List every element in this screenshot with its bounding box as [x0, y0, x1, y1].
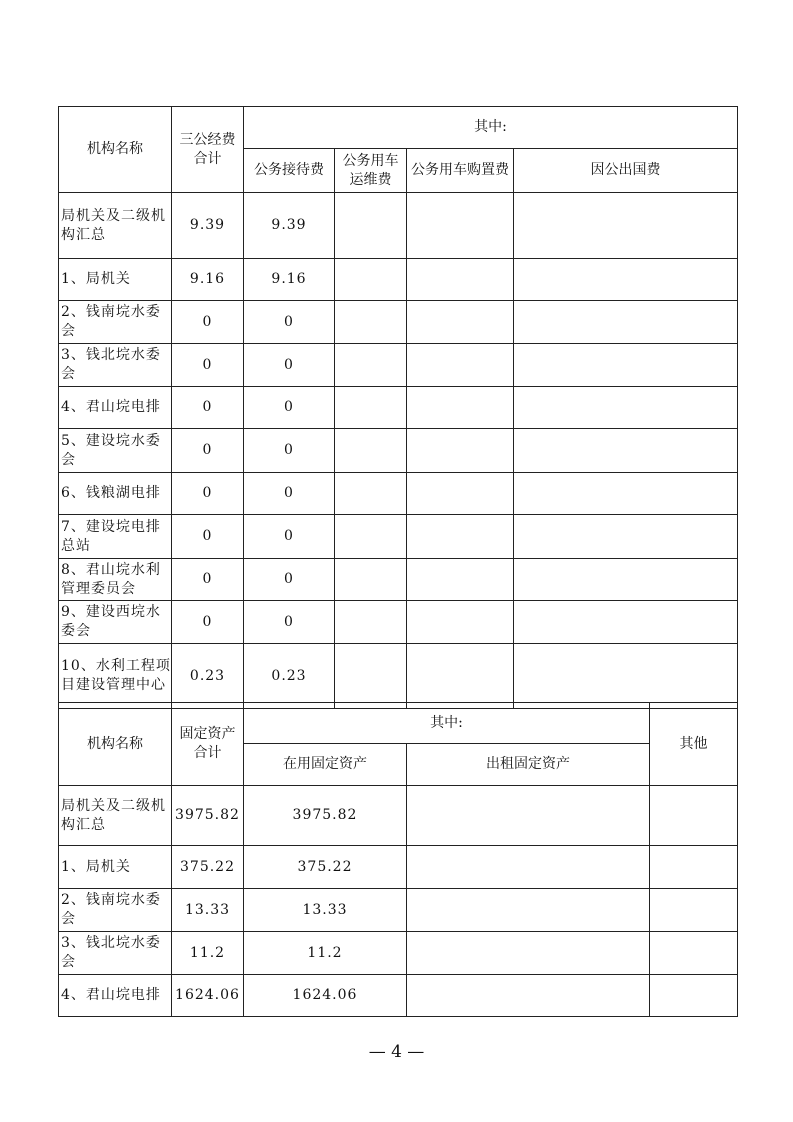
other-cell — [650, 932, 738, 975]
car-buy-cell — [407, 301, 514, 344]
table-row — [59, 515, 738, 559]
org-name-cell: 3、钱北垸水委会 — [59, 344, 172, 387]
org-name-cell: 局机关及二级机构汇总 — [59, 193, 172, 259]
total-cell: 11.2 — [172, 932, 244, 975]
org-name-cell: 2、钱南垸水委会 — [59, 301, 172, 344]
reception-cell: 0 — [244, 429, 335, 473]
table-row — [59, 786, 738, 846]
car-ops-cell — [335, 344, 407, 387]
car-ops-cell — [335, 473, 407, 515]
reception-cell: 0 — [244, 473, 335, 515]
among-header: 其中: — [244, 703, 650, 744]
total-cell: 375.22 — [172, 846, 244, 889]
total-cell: 9.39 — [172, 193, 244, 259]
car-buy-cell — [407, 644, 514, 709]
org-name-cell: 4、君山垸电排 — [59, 387, 172, 429]
rented-cell — [407, 932, 650, 975]
org-name-header: 机构名称 — [59, 107, 172, 193]
org-name-cell: 10、水利工程项目建设管理中心 — [59, 644, 172, 709]
three-public-expenses-table — [58, 106, 738, 709]
page-number: — 4 — — [368, 1042, 425, 1062]
car-ops-cell — [335, 644, 407, 709]
car-buy-cell — [407, 193, 514, 259]
total-cell: 0 — [172, 344, 244, 387]
total-cell: 0 — [172, 301, 244, 344]
total-cell: 0 — [172, 473, 244, 515]
total-cell: 0.23 — [172, 644, 244, 709]
org-name-cell: 5、建设垸水委会 — [59, 429, 172, 473]
abroad-cell — [514, 259, 738, 301]
table-row — [59, 889, 738, 932]
car-buy-cell — [407, 259, 514, 301]
reception-cell: 0 — [244, 387, 335, 429]
other-cell — [650, 786, 738, 846]
table-row — [59, 193, 738, 259]
car-ops-cell — [335, 259, 407, 301]
table-row — [59, 429, 738, 473]
table-row — [59, 301, 738, 344]
other-cell — [650, 846, 738, 889]
car-buy-cell — [407, 429, 514, 473]
car-ops-cell — [335, 601, 407, 644]
abroad-cell — [514, 301, 738, 344]
reception-cell: 0 — [244, 344, 335, 387]
org-name-header: 机构名称 — [59, 703, 172, 786]
other-cell — [650, 889, 738, 932]
car-ops-header: 公务用车运维费 — [335, 149, 407, 193]
org-name-cell: 7、建设垸电排总站 — [59, 515, 172, 559]
org-name-cell: 8、君山垸水利管理委员会 — [59, 559, 172, 601]
total-cell: 0 — [172, 559, 244, 601]
rented-cell — [407, 975, 650, 1017]
fixed-assets-table — [58, 702, 738, 1017]
total-cell: 13.33 — [172, 889, 244, 932]
car-ops-cell — [335, 301, 407, 344]
org-name-cell: 6、钱粮湖电排 — [59, 473, 172, 515]
total-cell: 0 — [172, 429, 244, 473]
car-buy-cell — [407, 601, 514, 644]
abroad-cell — [514, 601, 738, 644]
abroad-cell — [514, 193, 738, 259]
abroad-cell — [514, 429, 738, 473]
table-row — [59, 344, 738, 387]
car-buy-cell — [407, 344, 514, 387]
car-ops-cell — [335, 429, 407, 473]
org-name-cell: 2、钱南垸水委会 — [59, 889, 172, 932]
car-buy-cell — [407, 515, 514, 559]
reception-cell: 0 — [244, 601, 335, 644]
abroad-cell — [514, 387, 738, 429]
car-ops-cell — [335, 387, 407, 429]
reception-header: 公务接待费 — [244, 149, 335, 193]
in-use-cell: 1624.06 — [244, 975, 407, 1017]
org-name-cell: 1、局机关 — [59, 846, 172, 889]
car-ops-cell — [335, 515, 407, 559]
abroad-header: 因公出国费 — [514, 149, 738, 193]
table-row — [59, 473, 738, 515]
reception-cell: 0 — [244, 301, 335, 344]
total-cell: 0 — [172, 601, 244, 644]
rented-cell — [407, 846, 650, 889]
total-header: 三公经费合计 — [172, 107, 244, 193]
total-cell: 3975.82 — [172, 786, 244, 846]
rented-cell — [407, 786, 650, 846]
car-buy-header: 公务用车购置费 — [407, 149, 514, 193]
other-cell — [650, 975, 738, 1017]
reception-cell: 0.23 — [244, 644, 335, 709]
car-ops-cell — [335, 559, 407, 601]
total-cell: 1624.06 — [172, 975, 244, 1017]
table-row — [59, 975, 738, 1017]
abroad-cell — [514, 644, 738, 709]
reception-cell: 0 — [244, 559, 335, 601]
org-name-cell: 1、局机关 — [59, 259, 172, 301]
in-use-cell: 13.33 — [244, 889, 407, 932]
reception-cell: 9.39 — [244, 193, 335, 259]
in-use-cell: 375.22 — [244, 846, 407, 889]
table-row — [59, 387, 738, 429]
total-cell: 9.16 — [172, 259, 244, 301]
reception-cell: 0 — [244, 515, 335, 559]
rented-header: 出租固定资产 — [407, 744, 650, 786]
table-row — [59, 846, 738, 889]
org-name-cell: 局机关及二级机构汇总 — [59, 786, 172, 846]
in-use-header: 在用固定资产 — [244, 744, 407, 786]
org-name-cell: 4、君山垸电排 — [59, 975, 172, 1017]
car-ops-cell — [335, 193, 407, 259]
car-buy-cell — [407, 559, 514, 601]
table-row — [59, 932, 738, 975]
in-use-cell: 3975.82 — [244, 786, 407, 846]
table-row — [59, 259, 738, 301]
car-buy-cell — [407, 473, 514, 515]
car-buy-cell — [407, 387, 514, 429]
table-row — [59, 559, 738, 601]
table-row — [59, 644, 738, 709]
abroad-cell — [514, 473, 738, 515]
abroad-cell — [514, 515, 738, 559]
reception-cell: 9.16 — [244, 259, 335, 301]
total-header: 固定资产合计 — [172, 703, 244, 786]
abroad-cell — [514, 344, 738, 387]
table-row — [59, 601, 738, 644]
org-name-cell: 3、钱北垸水委会 — [59, 932, 172, 975]
total-cell: 0 — [172, 515, 244, 559]
org-name-cell: 9、建设西垸水委会 — [59, 601, 172, 644]
total-cell: 0 — [172, 387, 244, 429]
rented-cell — [407, 889, 650, 932]
among-header: 其中: — [244, 107, 738, 149]
abroad-cell — [514, 559, 738, 601]
in-use-cell: 11.2 — [244, 932, 407, 975]
other-header: 其他 — [650, 703, 738, 786]
